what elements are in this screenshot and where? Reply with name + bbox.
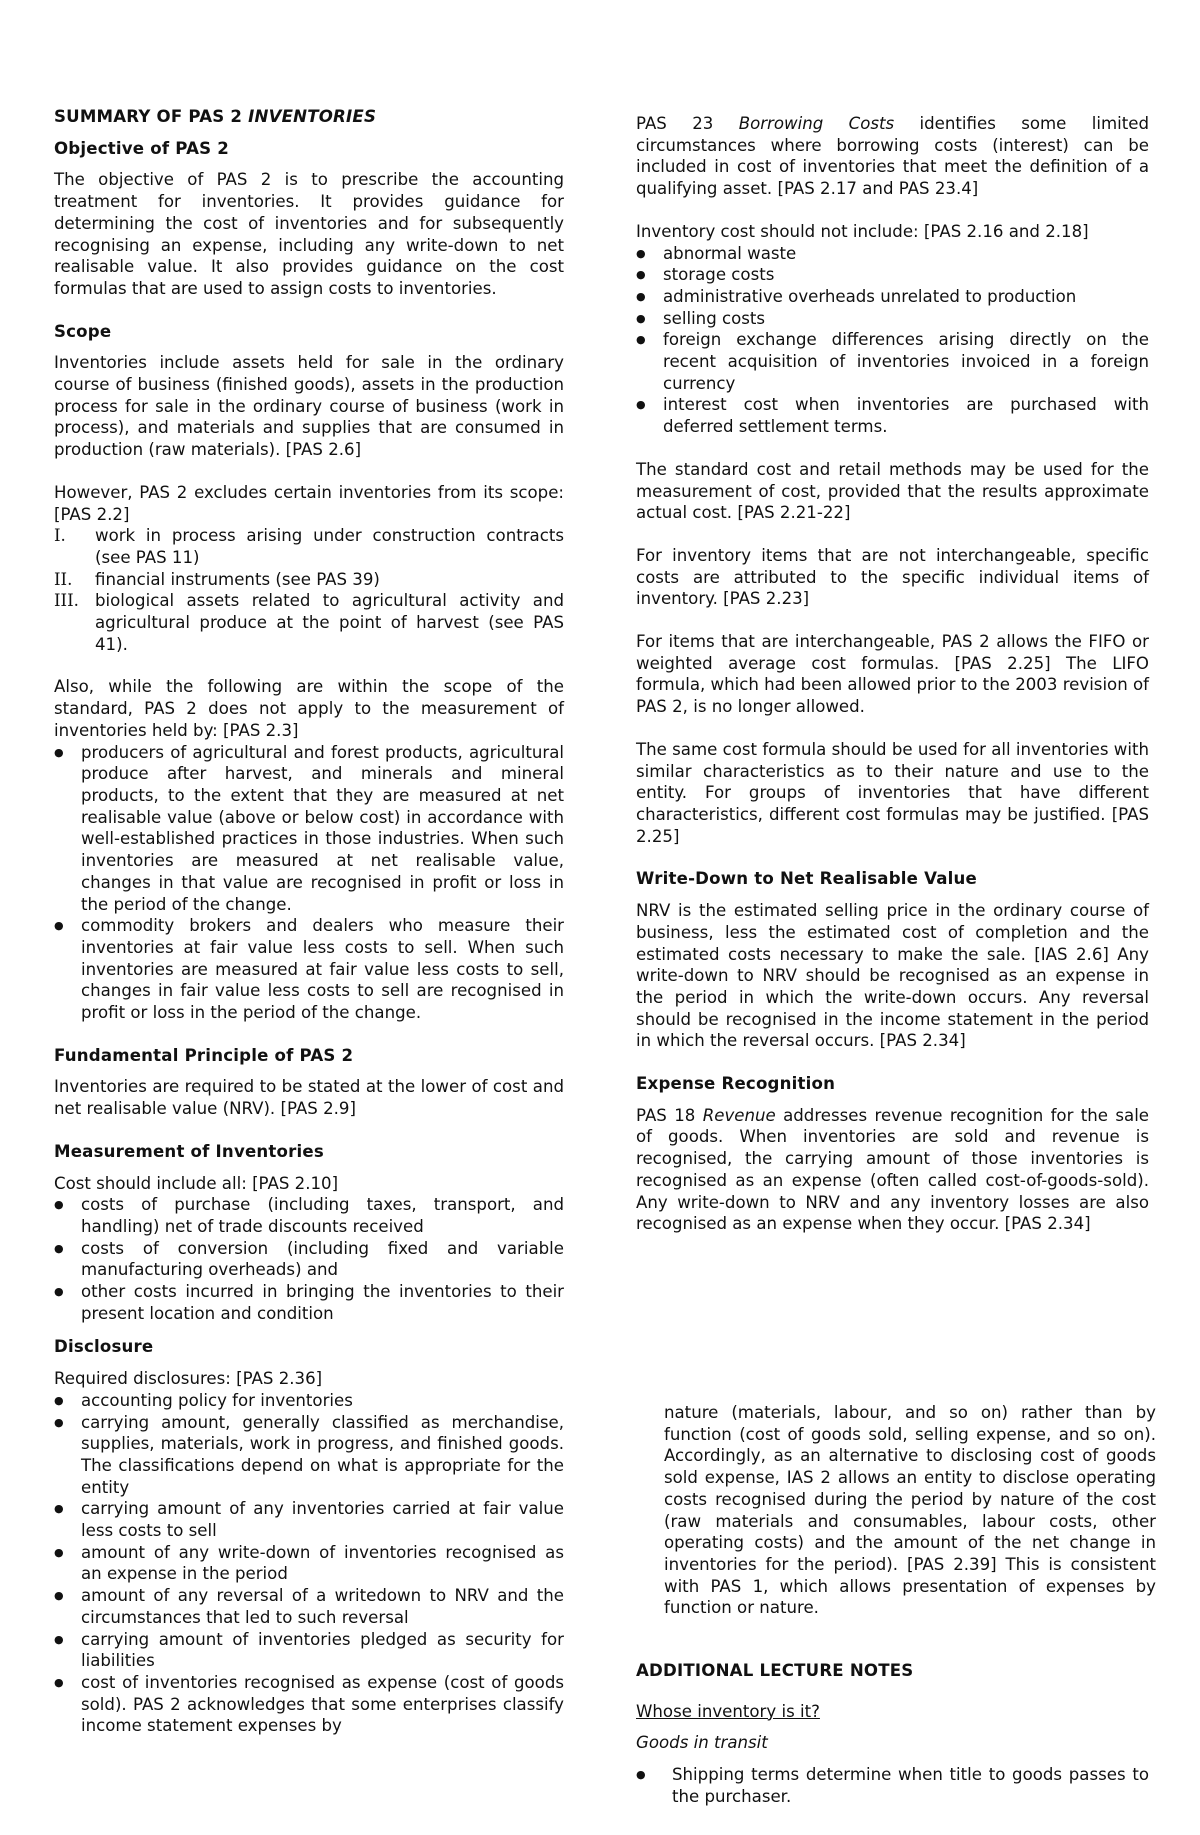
list-item: ● other costs incurred in bringing the inventories to their present location and condition <box>54 1281 564 1324</box>
transit-heading: Goods in transit <box>636 1733 768 1753</box>
principle-heading: Fundamental Principle of PAS 2 <box>54 1045 354 1065</box>
list-item: ● selling costs <box>636 308 1149 330</box>
list-item: ● costs of conversion (including fixed and variable manufacturing overheads) and <box>54 1238 564 1281</box>
list-item: ● interest cost when inventories are purchased with deferred settlement terms. <box>636 394 1149 437</box>
disclosure-heading: Disclosure <box>54 1337 154 1357</box>
scope-text: Inventories include assets held for sale in the ordinary course of business (finished goods), assets in the production process for sale in the ordinary course of business (work in process), and materials and supplies that are consumed in production (raw materials). [PAS 2.6] <box>54 353 564 460</box>
list-item: ● carrying amount of inventories pledged as security for liabilities <box>54 1629 564 1672</box>
list-item: ● carrying amount, generally classified as merchandise, supplies, materials, work in progress, and finished goods. The classifications depend on what is appropriate for the entity <box>54 1412 564 1499</box>
principle-text: Inventories are required to be stated at the lower of cost and net realisable value (NRV). [PAS 2.9] <box>54 1077 564 1119</box>
title-text: SUMMARY OF PAS 2 <box>54 107 249 126</box>
excludes-list <box>54 525 564 655</box>
list-item: ● cost of inventories recognised as expense (cost of goods sold). PAS 2 acknowledges that some enterprises classify income statement expenses by <box>54 1672 564 1737</box>
list-item: ● storage costs <box>636 264 1149 286</box>
list-item: ● Shipping terms determine when title to goods passes to the purchaser. <box>636 1764 1149 1807</box>
expense-text <box>636 1105 1149 1235</box>
list-numeral: I. <box>54 526 66 546</box>
not-include-intro: Inventory cost should not include: [PAS 2.16 and 2.18] <box>636 221 1089 241</box>
list-item: ● carrying amount of any inventories carried at fair value less costs to sell <box>54 1498 564 1541</box>
excludes-intro: However, PAS 2 excludes certain inventories from its scope: [PAS 2.2] <box>54 482 564 524</box>
list-numeral: III. <box>54 591 79 611</box>
list-item: ● accounting policy for inventories <box>54 1390 564 1412</box>
measurement-heading: Measurement of Inventories <box>54 1141 324 1161</box>
list-item <box>54 525 564 568</box>
also-list <box>54 742 564 1024</box>
cost-intro: Cost should include all: [PAS 2.10] <box>54 1173 339 1193</box>
non-interchangeable-text: For inventory items that are not interchangeable, specific costs are attributed to the specific individual items of inventory. [PAS 2.23] <box>636 545 1149 609</box>
list-item: ● amount of any reversal of a writedown to NRV and the circumstances that led to such reversal <box>54 1585 564 1628</box>
borrowing-costs-text <box>636 113 1149 200</box>
standard-cost-text: The standard cost and retail methods may be used for the measurement of cost, provided that the results approximate actual cost. [PAS 2.21-22] <box>636 459 1149 523</box>
list-numeral: II. <box>54 569 73 589</box>
lecture-notes <box>636 1660 1149 1808</box>
list-item: ● commodity brokers and dealers who measure their inventories at fair value less costs to sell. When such inventories are measured at fair value less costs to sell, changes in fair value less costs to sell are recognised in profit or loss in the period of the change. <box>54 915 564 1024</box>
continuation-text: nature (materials, labour, and so on) rather than by function (cost of goods sold, selling expense, and so on). Accordingly, as an alternative to disclosing cost of goods sold expense, IAS 2 allows an entity to disclose operating costs recognised during the period by nature of the cost (raw materials and consumables, labour costs, other operating costs) and the amount of the net change in inventories for the period). [PAS 2.39] This is consistent with PAS 1, which allows presentation of expenses by function or nature. <box>664 1403 1156 1618</box>
list-item <box>54 569 564 591</box>
list-item: ● producers of agricultural and forest products, agricultural produce after harvest, and minerals and mineral products, to the extent that they are measured at net realisable value (above or below cost) in accordance with well-established practices in those industries. When such inventories are measured at net realisable value, changes in that value are recognised in profit or loss in the period of the change. <box>54 742 564 916</box>
list-item: ● administrative overheads unrelated to production <box>636 286 1149 308</box>
document-title <box>54 106 564 128</box>
continuation-block <box>664 1402 1156 1619</box>
writedown-text: NRV is the estimated selling price in the ordinary course of business, less the estimated cost of completion and the estimated costs necessary to make the sale. [IAS 2.6] Any write-down to NRV should be recognised as an expense in the period in which the write-down occurs. Any reversal should be recognised in the income statement in the period in which the reversal occurs. [PAS 2.34] <box>636 901 1149 1051</box>
text-italic: Revenue <box>702 1105 776 1125</box>
whose-heading: Whose inventory is it? <box>636 1701 820 1721</box>
title-italic: INVENTORIES <box>248 107 377 126</box>
also-intro: Also, while the following are within the scope of the standard, PAS 2 does not apply to the measurement of inventories held by: [PAS 2.3] <box>54 677 564 740</box>
list-item: ● abnormal waste <box>636 243 1149 265</box>
right-column <box>636 113 1149 1235</box>
list-item: ● foreign exchange differences arising directly on the recent acquisition of inventories invoiced in a foreign currency <box>636 329 1149 394</box>
list-item-text: biological assets related to agricultural activity and agricultural produce at the point of harvest (see PAS 41). <box>95 591 564 654</box>
disclosure-list <box>54 1390 564 1737</box>
text-italic: Borrowing Costs <box>738 114 895 133</box>
interchangeable-text: For items that are interchangeable, PAS 2 allows the FIFO or weighted average cost formulas. [PAS 2.25] The LIFO formula, which had been allowed prior to the 2003 revision of PAS 2, is no longer allowed. <box>636 632 1149 717</box>
list-item: ● costs of purchase (including taxes, transport, and handling) net of trade discounts received <box>54 1194 564 1237</box>
list-item: ● amount of any write-down of inventories recognised as an expense in the period <box>54 1542 564 1585</box>
list-item-text: financial instruments (see PAS 39) <box>95 569 380 589</box>
lecture-heading: ADDITIONAL LECTURE NOTES <box>636 1661 914 1680</box>
cost-list <box>54 1194 564 1324</box>
not-include-list <box>636 243 1149 438</box>
left-column <box>54 106 564 1737</box>
text-run: addresses revenue recognition for the sale of goods. When inventories are sold and revenue is recognised, the carrying amount of those inventories is recognised as an expense (often called cost-of-goods-sold). Any write-down to NRV and any inventory losses are also recognised as an expense when they occur. [PAS 2.34] <box>636 1105 1150 1234</box>
list-item-text: work in process arising under construction contracts (see PAS 11) <box>95 526 564 567</box>
objective-heading: Objective of PAS 2 <box>54 138 229 158</box>
objective-text: The objective of PAS 2 is to prescribe the accounting treatment for inventories. It provides guidance for determining the cost of inventories and for subsequently recognising an expense, including any write-down to net realisable value. It also provides guidance on the cost formulas that are used to assign costs to inventories. <box>54 170 564 298</box>
scope-heading: Scope <box>54 321 112 341</box>
expense-heading: Expense Recognition <box>636 1074 836 1094</box>
writedown-heading: Write-Down to Net Realisable Value <box>636 869 977 889</box>
disclosure-intro: Required disclosures: [PAS 2.36] <box>54 1369 323 1389</box>
transit-list <box>636 1764 1149 1807</box>
text-run: identifies some limited circumstances where borrowing costs (interest) can be included in cost of inventories that meet the definition of a qualifying asset. [PAS 2.17 and PAS 23.4] <box>636 114 1149 199</box>
list-item <box>54 590 564 655</box>
text-run: PAS 23 <box>636 114 739 133</box>
same-formula-text: The same cost formula should be used for all inventories with similar characteristics as to their nature and use to the entity. For groups of inventories that have different characteristics, different cost formulas may be justified. [PAS 2.25] <box>636 739 1149 846</box>
text-run: PAS 18 <box>636 1105 703 1125</box>
